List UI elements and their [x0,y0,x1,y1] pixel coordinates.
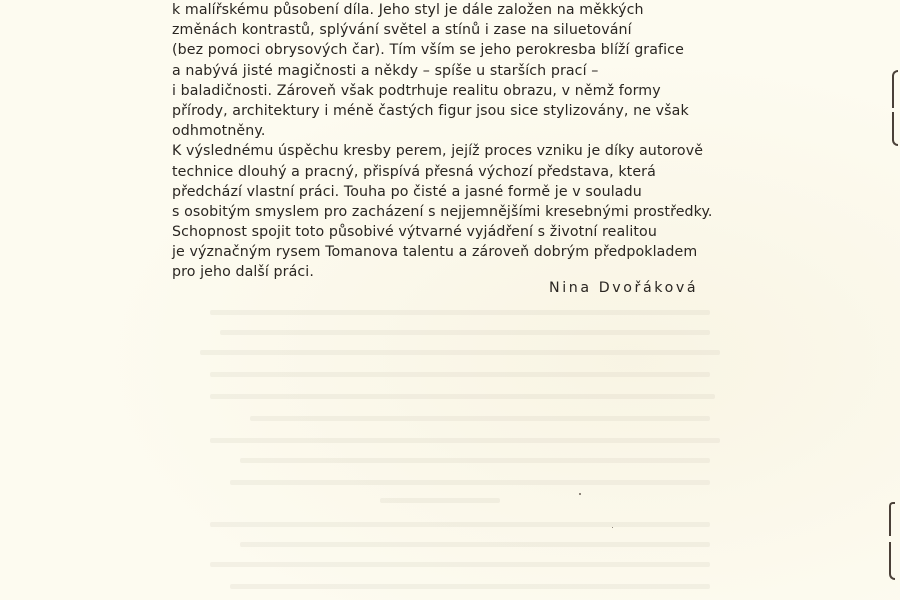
text-line: přírody, architektury i méně častých figur jsou sice stylizovány, ne však [172,102,689,119]
paper-speck [579,493,581,495]
paper-speck [612,527,613,528]
text-line: technice dlouhý a pracný, přispívá přesná výchozí představa, která [172,163,656,180]
author-signature: Nina Dvořáková [549,280,699,296]
body-text [172,0,732,283]
text-line: K výslednému úspěchu kresby perem, jejíž proces vzniku je díky autorově [172,143,704,160]
paragraph-1 [172,0,732,141]
binding-mark [889,542,895,580]
text-line: je význačným rysem Tomanova talentu a zároveň dobrým předpokladem [172,244,698,261]
binding-mark [892,112,898,146]
text-line: Schopnost spojit toto působivé výtvarné vyjádření s životní realitou [172,224,657,241]
text-line: odhmotněny. [172,123,266,140]
text-line: k malířskému působení díla. Jeho styl je dále založen na měkkých [172,2,644,18]
text-line: (bez pomoci obrysových čar). Tím vším se jeho perokresba blíží grafice [172,42,684,59]
binding-mark [892,70,898,108]
text-line: a nabývá jisté magičnosti a někdy – spíše u starších prací – [172,62,599,79]
binding-mark [889,502,895,536]
bleed-through-text [210,300,730,600]
text-line: pro jeho další práci. [172,264,314,281]
text-line: i baladičnosti. Zároveň však podtrhuje realitu obrazu, v němž formy [172,82,661,99]
text-line: změnách kontrastů, splývání světel a stínů i zase na siluetování [172,22,632,39]
paragraph-2 [172,141,732,282]
text-line: s osobitým smyslem pro zacházení s nejjemnějšími kresebnými prostředky. [172,203,713,220]
text-line: předchází vlastní práci. Touha po čisté a jasné formě je v souladu [172,183,642,200]
